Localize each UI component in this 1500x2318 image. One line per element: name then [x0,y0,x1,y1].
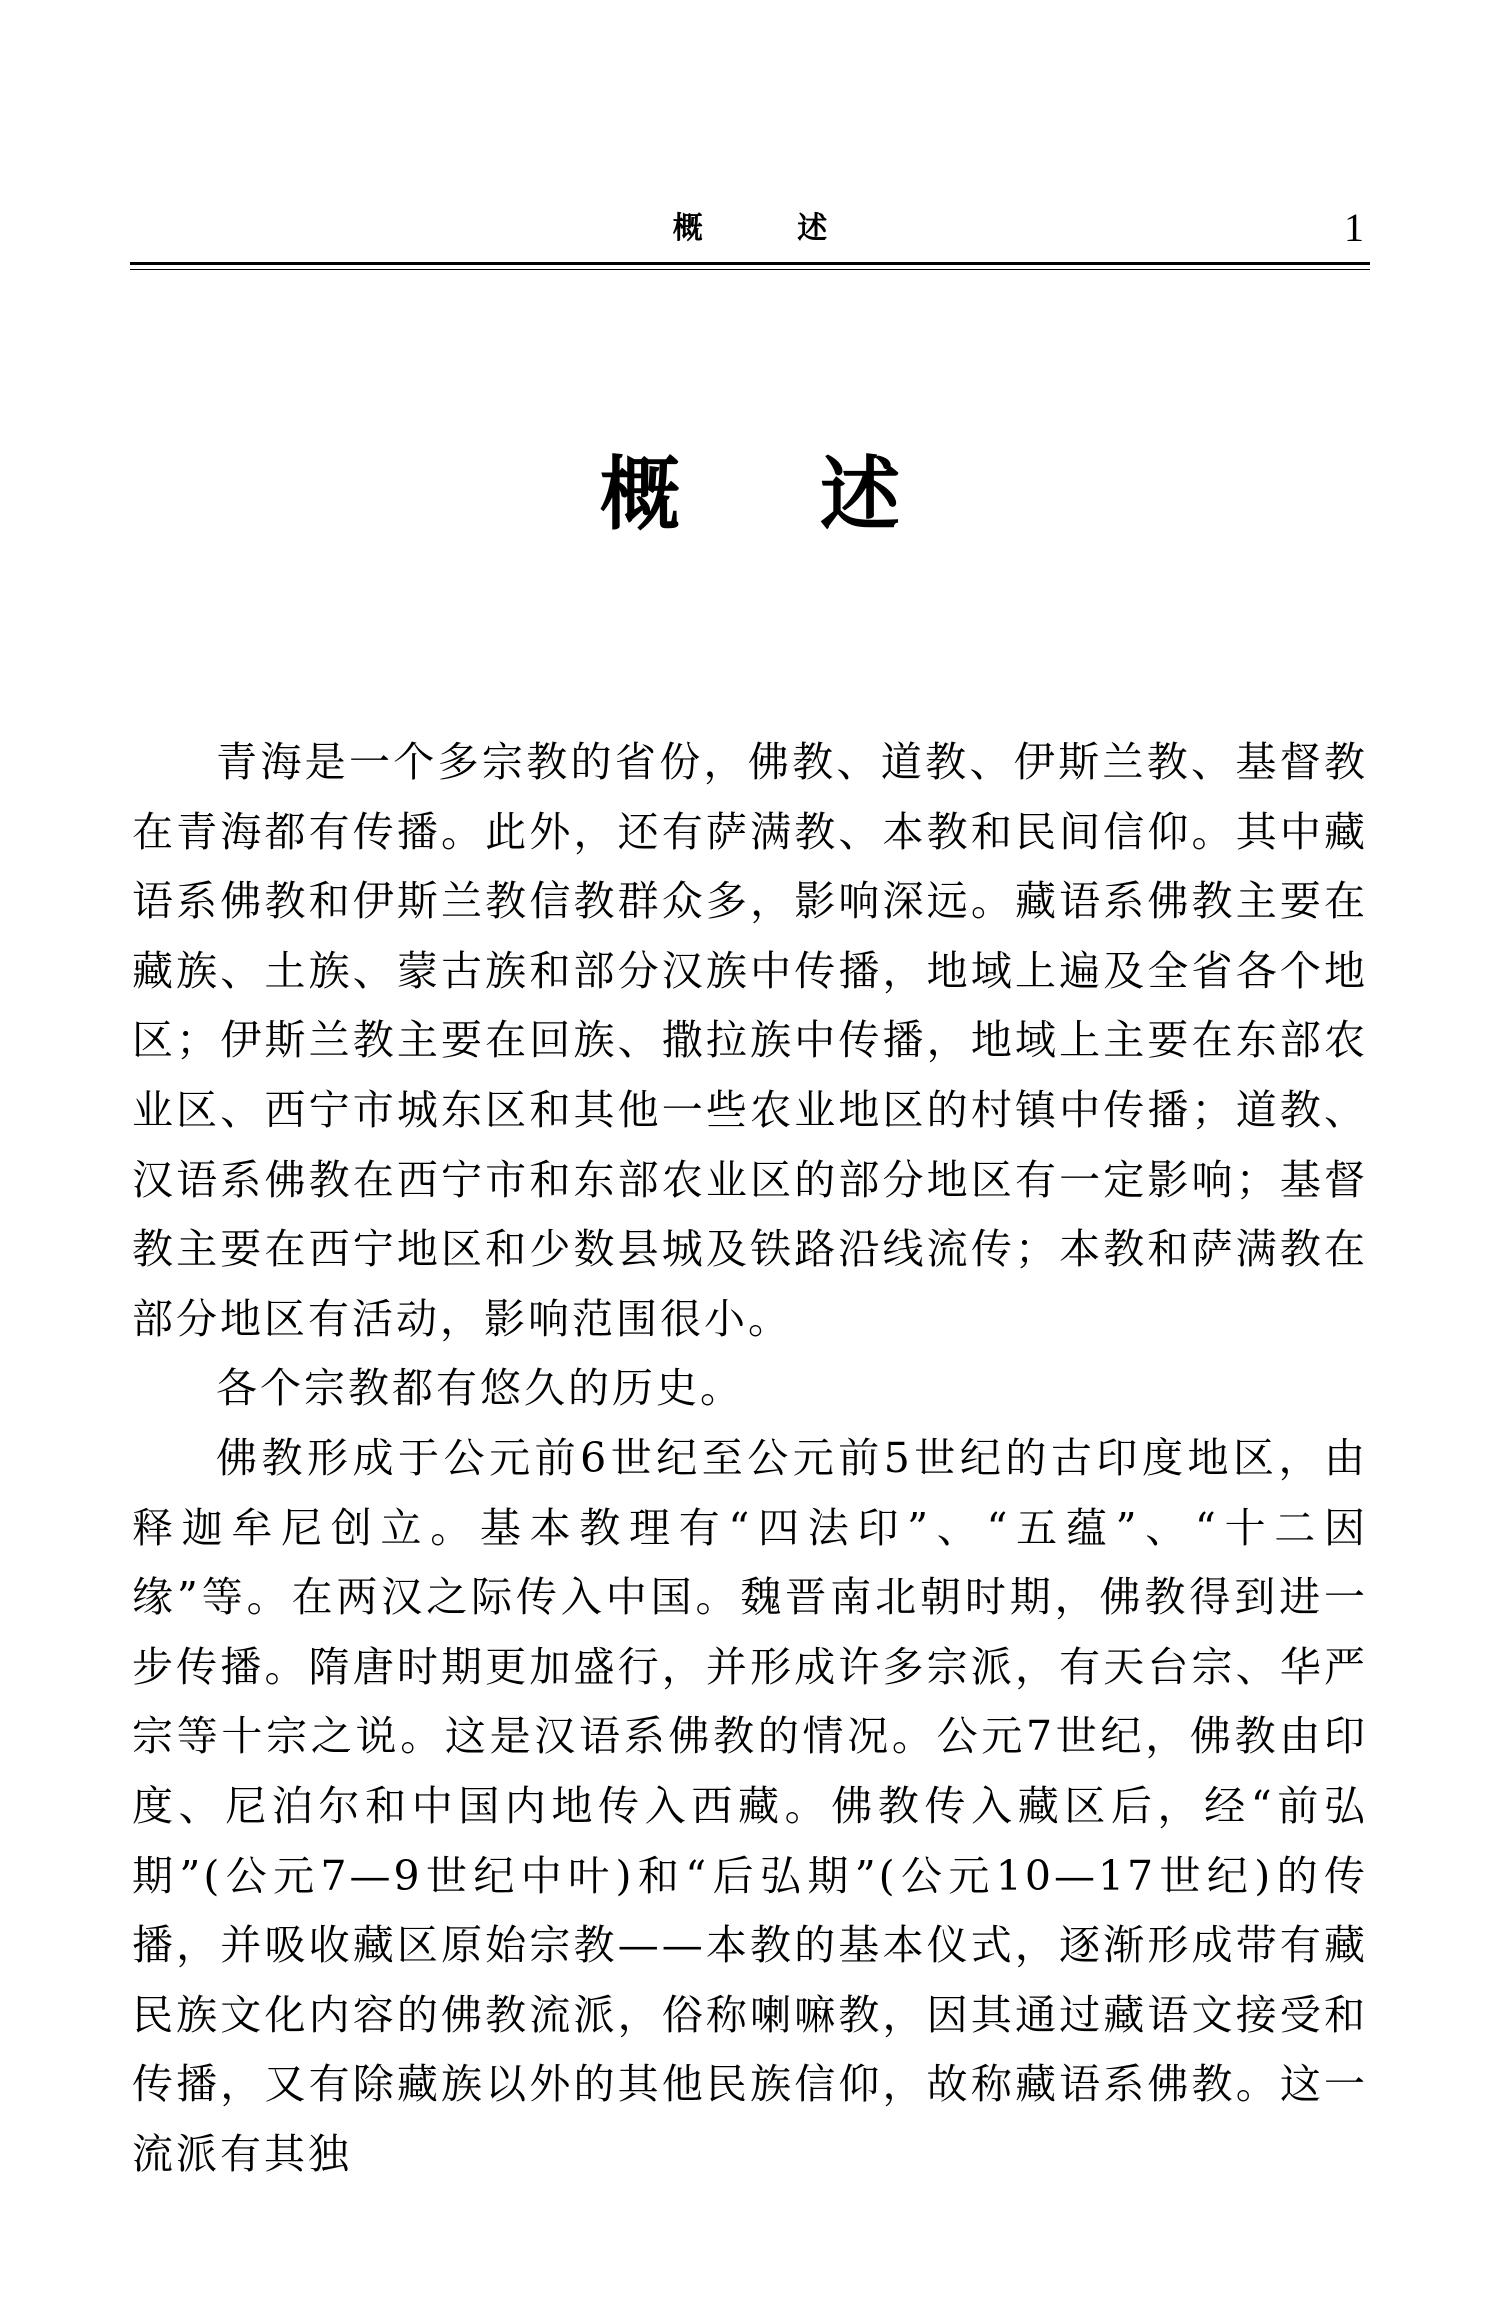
paragraph-religions-overview: 青海是一个多宗教的省份，佛教、道教、伊斯兰教、基督教在青海都有传播。此外，还有萨满教、本教和民间信仰。其中藏语系佛教和伊斯兰教信教群众多，影响深远。藏语系佛教主要在藏族、土族、蒙古族和部分汉族中传播，地域上遍及全省各个地区；伊斯兰教主要在回族、撒拉族中传播，地域上主要在东部农业区、西宁市城东区和其他一些农业地区的村镇中传播；道教、汉语系佛教在西宁市和东部农业区的部分地区有一定影响；基督教主要在西宁地区和少数县城及铁路沿线流传；本教和萨满教在部分地区有活动，影响范围很小。 [132,738,1368,1343]
page-number: 1 [1344,205,1364,250]
body-text [132,728,1368,2189]
header-double-rule [130,262,1370,270]
paragraph-buddhism-origin: 佛教形成于公元前6世纪至公元前5世纪的古印度地区，由释迦牟尼创立。基本教理有“四法印”、“五蕴”、“十二因缘”等。在两汉之际传入中国。魏晋南北朝时期，佛教得到进一步传播。隋唐时期更加盛行，并形成许多宗派，有天台宗、华严宗等十宗之说。这是汉语系佛教的情况。公元7世纪，佛教由印度、尼泊尔和中国内地传入西藏。佛教传入藏区后，经“前弘期”(公元7—9世纪中叶)和“后弘期”(公元10—17世纪)的传播，并吸收藏区原始宗教——本教的基本仪式，逐渐形成带有藏民族文化内容的佛教流派，俗称喇嘛教，因其通过藏语文接受和传播，又有除藏族以外的其他民族信仰，故称藏语系佛教。这一流派有其独 [132,1433,1368,2178]
running-header-title: 概 述 [672,211,870,246]
running-header [130,205,1370,255]
chapter-title: 概述 [600,448,1040,541]
paragraph-long-history: 各个宗教都有悠久的历史。 [216,1364,744,1413]
